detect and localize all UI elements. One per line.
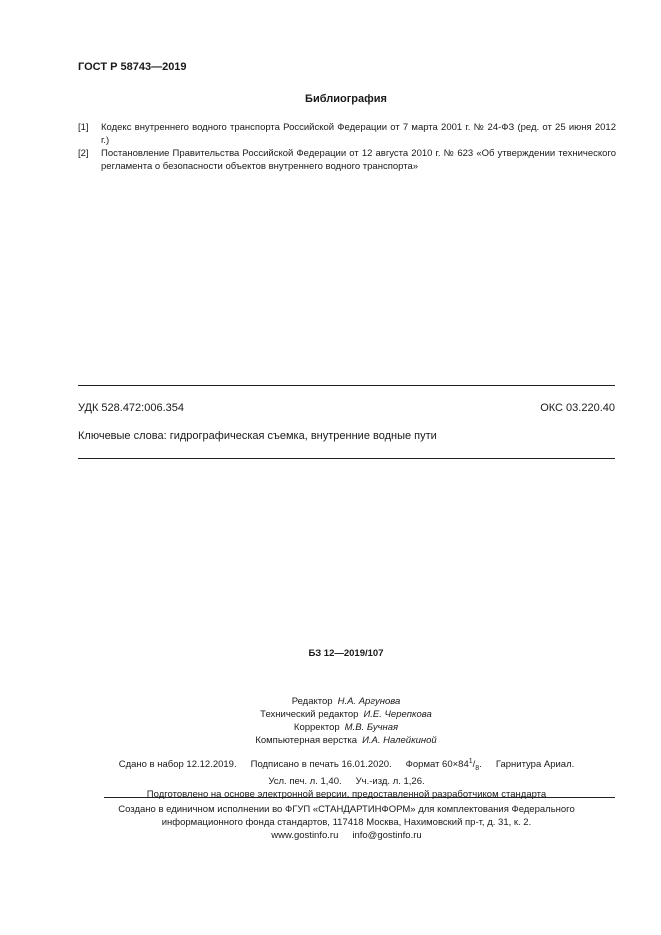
credit-tech-editor xyxy=(0,708,661,721)
bibliography-item-text: Постановление Правительства Российской Федерации от 12 августа 2010 г. № 623 «Об утверждении технического регламента о безопасности объектов внутреннего водного транспорта» xyxy=(101,148,616,172)
publisher-line-1: Создано в единичном исполнении во ФГУП «СТАНДАРТИНФОРМ» для комплектования Федерального xyxy=(118,804,575,815)
publisher-contacts xyxy=(78,829,615,842)
credit-person: И.Е. Черепкова xyxy=(363,709,432,720)
credit-role: Корректор xyxy=(293,722,340,733)
standard-code: ГОСТ Р 58743—2019 xyxy=(78,61,187,73)
bibliography-item-number: [2] xyxy=(78,148,89,159)
format-sep: / xyxy=(472,759,476,771)
format-prefix: Формат 60×84 xyxy=(405,759,469,771)
credit-role: Технический редактор xyxy=(260,709,359,720)
credit-proofreader xyxy=(0,721,661,734)
website-link[interactable]: www.gostinfo.ru xyxy=(271,830,339,841)
bibliography-item-text: Кодекс внутреннего водного транспорта Российской Федерации от 7 марта 2001 г. № 24-ФЗ (ред. от 25 июня 2012 г.) xyxy=(101,122,616,146)
udc-code: УДК 528.472:006.354 xyxy=(78,402,184,414)
bibliography-title: Библиография xyxy=(305,93,387,105)
keywords: Ключевые слова: гидрографическая съемка, внутренние водные пути xyxy=(78,430,437,442)
print-info xyxy=(78,755,615,801)
publisher-line-2: информационного фонда стандартов, 117418 Москва, Нахимовский пр-т, д. 31, к. 2. xyxy=(161,817,532,828)
credit-role: Редактор xyxy=(291,696,333,707)
email-link[interactable]: info@gostinfo.ru xyxy=(352,830,422,841)
credit-person: Н.А. Аргунова xyxy=(337,696,401,707)
format-sup: 1 xyxy=(468,758,473,765)
credit-person: И.А. Налейкиной xyxy=(362,735,437,746)
oks-code: ОКС 03.220.40 xyxy=(540,402,615,414)
credit-person: М.В. Бучная xyxy=(344,722,399,733)
divider-publisher xyxy=(104,797,615,798)
credit-editor xyxy=(0,695,661,708)
sign-date: Подписано в печать 16.01.2020. xyxy=(250,759,392,771)
divider-top xyxy=(78,385,615,386)
typeface: Гарнитура Ариал. xyxy=(495,759,575,771)
credit-layout xyxy=(0,734,661,747)
bibliography-item xyxy=(78,147,616,173)
format-sub: 8 xyxy=(475,765,480,773)
format-suffix: . xyxy=(479,759,482,771)
format xyxy=(405,758,482,773)
print-info-line-1 xyxy=(78,755,615,775)
bz-number: БЗ 12—2019/107 xyxy=(308,648,384,659)
divider-bottom xyxy=(78,458,615,459)
publisher-block xyxy=(78,803,615,842)
bibliography-item xyxy=(78,121,616,147)
bibliography-item-number: [1] xyxy=(78,122,89,133)
credit-role: Компьютерная верстка xyxy=(255,735,358,746)
pub-sheets: Уч.-изд. л. 1,26. xyxy=(355,776,425,788)
credits-block xyxy=(0,695,661,747)
print-sheets: Усл. печ. л. 1,40. xyxy=(268,776,342,788)
prepared-note: Подготовлено на основе электронной версии, предоставленной разработчиком стандарта xyxy=(146,789,547,801)
set-date: Сдано в набор 12.12.2019. xyxy=(118,759,237,771)
print-info-line-2 xyxy=(78,775,615,788)
